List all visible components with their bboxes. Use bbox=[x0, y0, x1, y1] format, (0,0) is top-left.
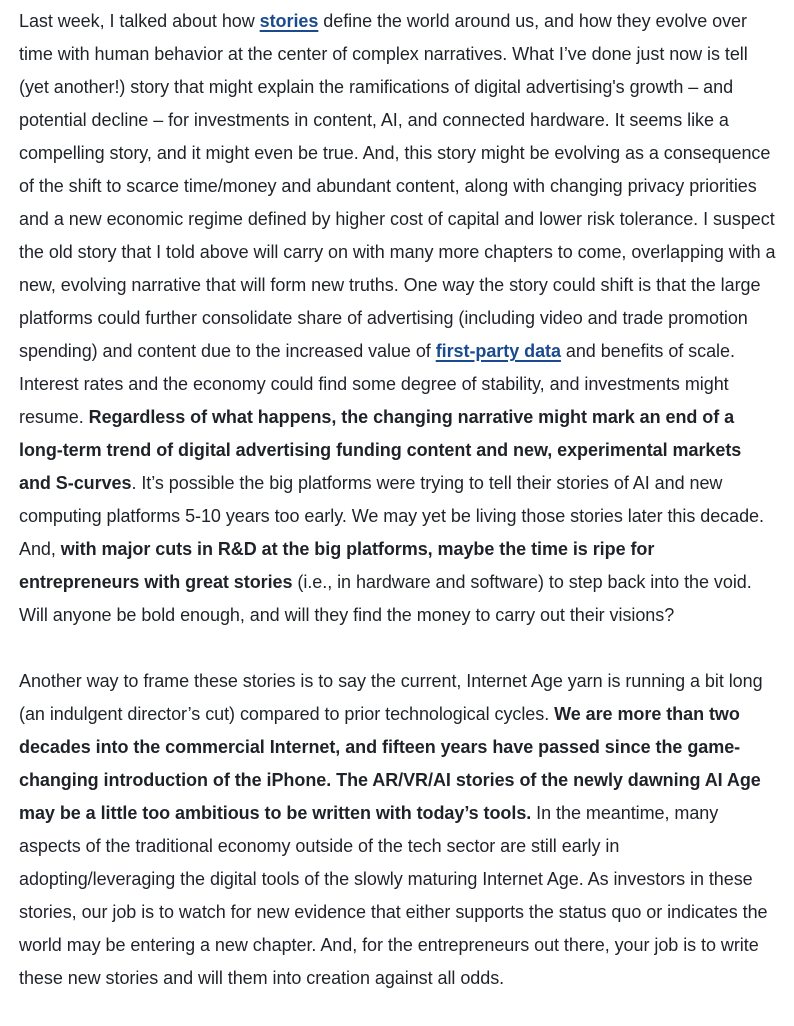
p2-text-1: Another way to frame these stories is to say the current, Internet Age yarn is running a bit long (an indulgent director’s cut) compared to prior technological cycles. bbox=[19, 671, 763, 724]
p1-text-3: and benefits of scale. Interest rates and the economy could find some degree of stability, and investments might resume. bbox=[19, 341, 735, 427]
p1-text-2: define the world around us, and how they evolve over time with human behavior at the center of complex narratives. What I’ve done just now is tell (yet another!) story that might explain the ramifications of digital advertising's growth – and potential decline – for investments in content, AI, and connected hardware. It seems like a compelling story, and it might even be true. And, this story might be evolving as a consequence of the shift to scarce time/money and abundant content, along with changing privacy priorities and a new economic regime defined by higher cost of capital and lower risk tolerance. I suspect the old story that I told above will carry on with many more chapters to come, overlapping with a new, evolving narrative that will form new truths. One way the story could shift is that the large platforms could further consolidate share of advertising (including video and trade promotion spending) and content due to the increased value of bbox=[19, 11, 776, 361]
p1-text-1: Last week, I talked about how bbox=[19, 11, 260, 31]
p2-bold-1: We are more than two decades into the commercial Internet, and fifteen years have passed since the game-changing introduction of the iPhone. The AR/VR/AI stories of the newly dawning AI Age may be a little too ambitious to be written with today’s tools. bbox=[19, 704, 761, 823]
first-party-data-link[interactable]: first-party data bbox=[435, 341, 561, 361]
p2-text-2: In the meantime, many aspects of the traditional economy outside of the tech sector are still early in adopting/leveraging the digital tools of the slowly maturing Internet Age. As investors in these stories, our job is to watch for new evidence that either supports the status quo or indicates the world may be entering a new chapter. And, for the entrepreneurs out there, your job is to write these new stories and will them into creation against all odds. bbox=[19, 803, 768, 988]
paragraph-2 bbox=[19, 665, 777, 995]
stories-link[interactable]: stories bbox=[259, 11, 319, 31]
paragraph-1 bbox=[19, 5, 777, 632]
p1-text-4: . It’s possible the big platforms were trying to tell their stories of AI and new computing platforms 5-10 years too early. We may yet be living those stories later this decade. And, bbox=[19, 473, 764, 559]
p1-text-5: (i.e., in hardware and software) to step back into the void. Will anyone be bold enough, and will they find the money to carry out their visions? bbox=[19, 572, 752, 625]
article-body bbox=[19, 5, 777, 995]
p1-bold-1: Regardless of what happens, the changing narrative might mark an end of a long-term trend of digital advertising funding content and new, experimental markets and S-curves bbox=[19, 407, 742, 493]
p1-bold-2: with major cuts in R&D at the big platforms, maybe the time is ripe for entrepreneurs with great stories bbox=[19, 539, 655, 592]
